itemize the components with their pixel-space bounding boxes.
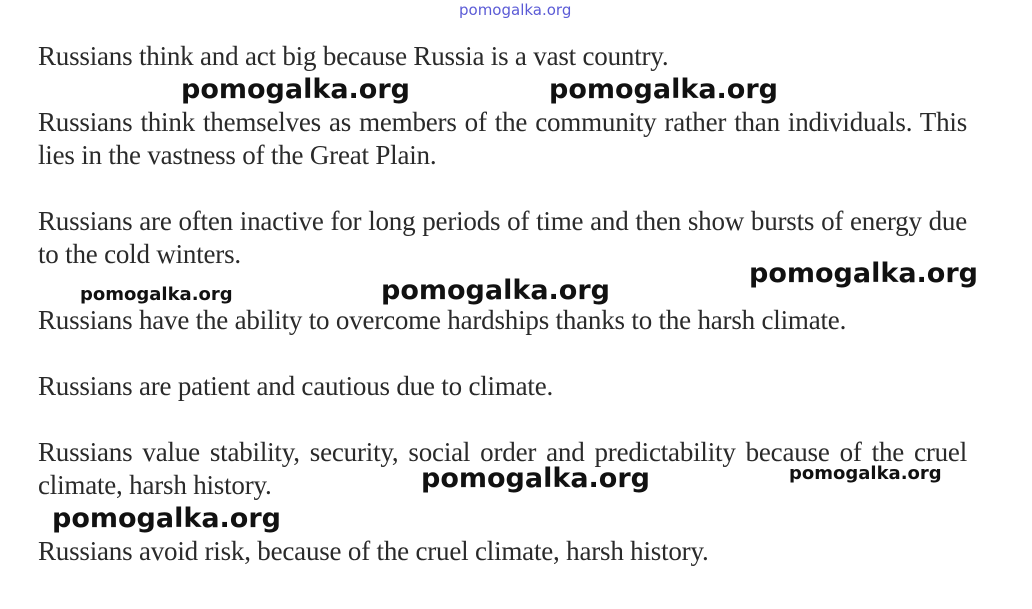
paragraph-3: Russians are often inactive for long periods of time and then show bursts of energy due to the cold winters. — [38, 206, 967, 269]
watermark-2: pomogalka.org — [549, 74, 778, 105]
paragraph-5: Russians are patient and cautious due to climate. — [38, 371, 554, 401]
watermark-6: pomogalka.org — [421, 463, 650, 494]
watermark-5: pomogalka.org — [381, 275, 610, 306]
watermark-7: pomogalka.org — [789, 463, 942, 484]
header-watermark: pomogalka.org — [459, 1, 572, 19]
watermark-8: pomogalka.org — [52, 503, 281, 534]
watermark-4: pomogalka.org — [80, 284, 233, 305]
paragraph-4: Russians have the ability to overcome hardships thanks to the harsh climate. — [38, 305, 847, 335]
paragraph-6: Russians value stability, security, social order and predictability because of the cruel climate, harsh history. — [38, 437, 967, 500]
watermark-1: pomogalka.org — [181, 74, 410, 105]
paragraph-7: Russians avoid risk, because of the cruel climate, harsh history. — [38, 536, 709, 566]
paragraph-1: Russians think and act big because Russia is a vast country. — [38, 41, 669, 71]
paragraph-2: Russians think themselves as members of the community rather than individuals. This lies in the vastness of the Great Plain. — [38, 107, 967, 170]
watermark-3: pomogalka.org — [749, 258, 978, 289]
